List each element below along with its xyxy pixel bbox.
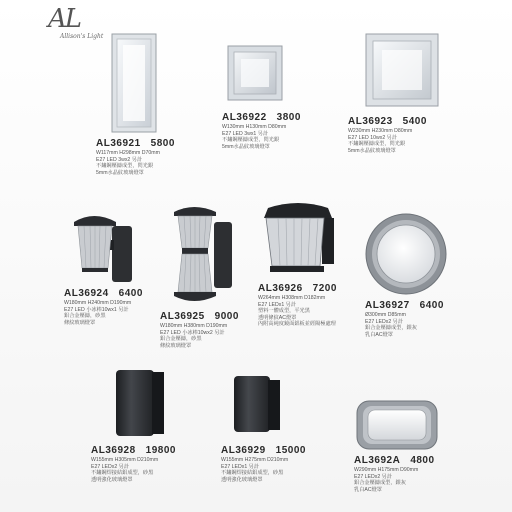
- product-spec-line: E27 LED 3wx1 另計: [222, 130, 269, 137]
- product-spec-line: 不鏽鋼焊接結鋁成型，砂黑: [221, 470, 284, 477]
- product-code: AL36926: [258, 283, 303, 294]
- product-spec-line: W155mm H305mm D210mm: [91, 457, 159, 463]
- product-spec-line: 鋁合金壓鑄，砂黑: [160, 336, 202, 343]
- product-spec-line: W290mm H175mm D90mm: [354, 467, 419, 473]
- product-spec-line: 塑料一體成型，平光黑: [258, 308, 310, 315]
- product-spec-line: 5mm水晶紋玻璃燈罩: [96, 169, 144, 176]
- product-code: AL3692A: [354, 455, 401, 466]
- product-spec-line: 鋁合金壓鑄成型，銀灰: [354, 480, 406, 487]
- product-spec-line: 不鏽鋼焊接結鋁成型，砂黑: [91, 470, 154, 477]
- product-image-al36928: [112, 368, 166, 438]
- product-price: 4800: [410, 455, 435, 466]
- product-spec-line: W180mm H240mm D190mm: [64, 300, 132, 306]
- product-spec-line: W180mm H380mm D190mm: [160, 323, 228, 329]
- product-spec-line: 乳白AC燈罩: [354, 486, 382, 493]
- product-price: 7200: [312, 283, 337, 294]
- product-image-al36926: [258, 200, 338, 276]
- product-code: AL36924: [64, 288, 109, 299]
- product-info-al36927: [365, 300, 444, 338]
- product-image-al36923: [365, 33, 439, 107]
- product-spec-line: 5mm水晶紋玻璃燈罩: [348, 147, 396, 154]
- brand-subtitle: Allison's Light: [60, 33, 104, 40]
- product-image-al36921: [111, 33, 157, 133]
- product-code: AL36927: [365, 300, 410, 311]
- product-spec-line: W117mm H298mm D70mm: [96, 150, 160, 156]
- product-image-al36925: [172, 202, 234, 306]
- product-spec-line: 乳白AC燈罩: [365, 331, 393, 338]
- product-spec-line: E27 LED 3wx2 另計: [96, 156, 143, 163]
- product-info-al36925: [160, 311, 239, 349]
- product-spec-line: E27 LEDx2 另計: [365, 318, 404, 325]
- product-price: 6400: [419, 300, 444, 311]
- brand-logo: [46, 4, 116, 42]
- product-price: 15000: [275, 445, 306, 456]
- product-spec-line: 透明強化玻璃燈罩: [91, 476, 133, 483]
- product-info-al36921: [96, 138, 175, 176]
- product-spec-line: 不鏽鋼壓鑄成型，閃光銀: [348, 141, 406, 148]
- product-spec-line: 條紋玻璃燈罩: [160, 342, 192, 349]
- product-price: 3800: [276, 112, 301, 123]
- product-info-al36928: [91, 445, 176, 483]
- product-spec-line: W230mm H230mm D80mm: [348, 128, 413, 134]
- product-spec-line: 鋁合金壓鑄，砂黑: [64, 313, 106, 320]
- product-spec-line: 不鏽鋼壓鑄成型，閃光銀: [96, 163, 154, 170]
- product-spec-line: 內附高純度鏡面鋁板並經陽極處理: [258, 321, 336, 328]
- product-spec-line: E27 LED 小冰棒10wx2 另計: [160, 329, 225, 336]
- brand-mark: AL: [48, 4, 81, 34]
- product-spec-line: 不鏽鋼壓鑄成型，閃光銀: [222, 137, 280, 144]
- product-info-al36923: [348, 116, 427, 154]
- product-spec-line: 條紋玻璃燈罩: [64, 319, 96, 326]
- product-code: AL36921: [96, 138, 141, 149]
- product-spec-line: W155mm H275mm D210mm: [221, 457, 289, 463]
- product-spec-line: E27 LEDx2 另計: [91, 463, 130, 470]
- product-price: 5800: [150, 138, 175, 149]
- product-image-al36924: [72, 210, 134, 282]
- product-image-al36927: [364, 212, 448, 296]
- product-info-al36926: [258, 283, 337, 328]
- product-spec-line: 鋁合金壓鑄成型，銀灰: [365, 325, 417, 332]
- product-spec-line: E27 LED 10wx2 另計: [348, 134, 398, 141]
- product-spec-line: E27 LEDx2 另計: [354, 473, 393, 480]
- product-code: AL36928: [91, 445, 136, 456]
- product-price: 5400: [402, 116, 427, 127]
- product-info-al3692a: [354, 455, 435, 493]
- product-code: AL36922: [222, 112, 267, 123]
- product-image-al36922: [227, 45, 283, 101]
- product-info-al36924: [64, 288, 143, 326]
- product-spec-line: 透明條紋AC燈罩: [258, 314, 297, 321]
- product-price: 6400: [118, 288, 143, 299]
- product-spec-line: W130mm H130mm D80mm: [222, 124, 287, 130]
- product-spec-line: E27 LED 小冰棒10wx1 另計: [64, 306, 129, 313]
- product-price: 9000: [214, 311, 239, 322]
- product-info-al36929: [221, 445, 306, 483]
- product-spec-line: 5mm水晶紋玻璃燈罩: [222, 143, 270, 150]
- product-spec-line: E27 LEDx1 另計: [258, 301, 297, 308]
- product-code: AL36923: [348, 116, 393, 127]
- product-spec-line: 透明強化玻璃燈罩: [221, 476, 263, 483]
- product-spec-line: W264mm H308mm D182mm: [258, 295, 326, 301]
- product-code: AL36925: [160, 311, 205, 322]
- product-spec-line: E27 LEDx1 另計: [221, 463, 260, 470]
- product-price: 19800: [145, 445, 176, 456]
- product-info-al36922: [222, 112, 301, 150]
- product-code: AL36929: [221, 445, 266, 456]
- product-spec-line: Ø300mm D85mm: [365, 312, 406, 318]
- product-image-al3692a: [356, 400, 438, 450]
- product-image-al36929: [230, 372, 284, 438]
